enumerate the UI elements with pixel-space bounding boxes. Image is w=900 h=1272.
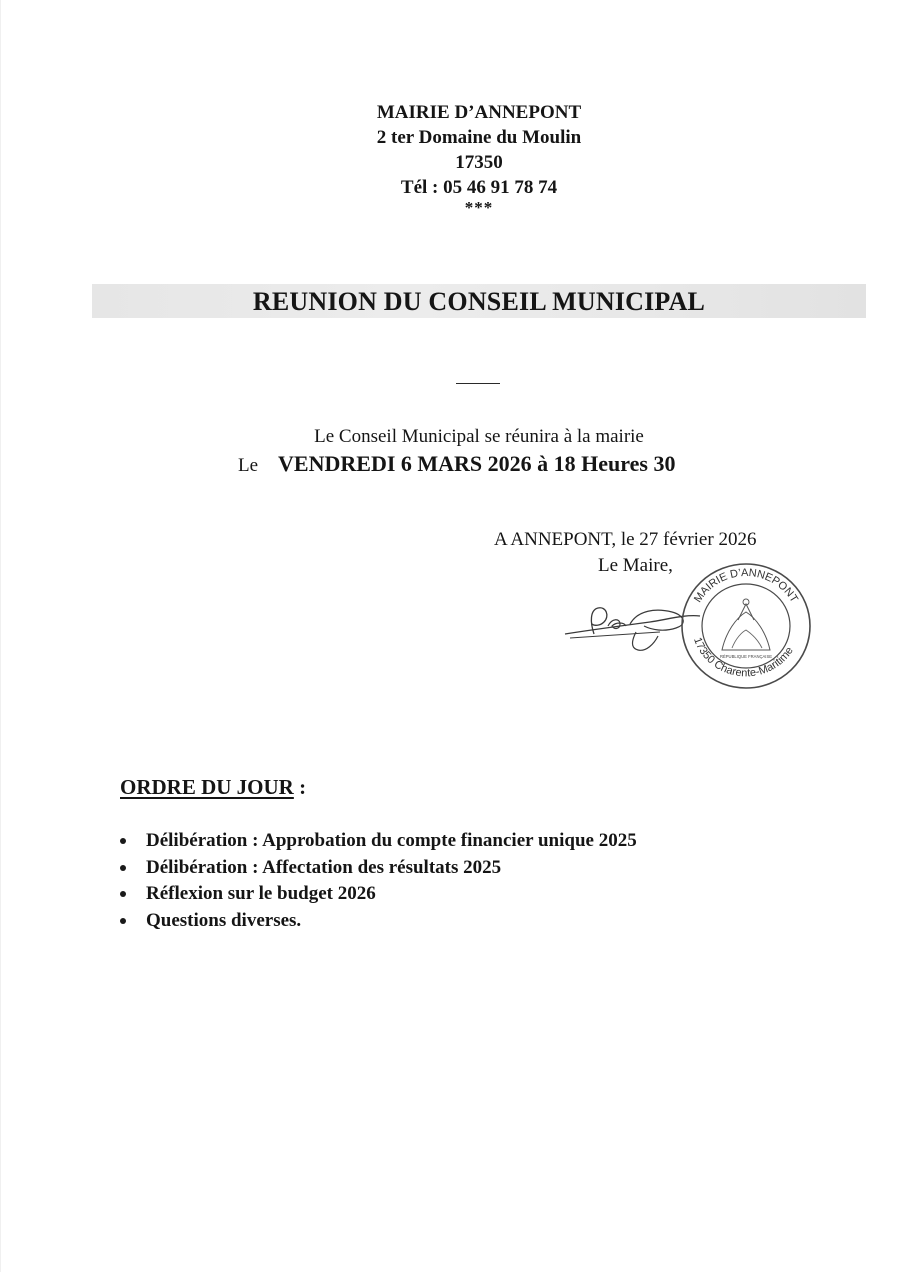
town-hall-seal	[676, 558, 816, 693]
agenda-item	[118, 881, 637, 908]
agenda-item-text: Questions diverses.	[146, 909, 302, 931]
postal-code: 17350	[455, 152, 503, 173]
agenda-list	[118, 828, 637, 934]
phone-number: Tél : 05 46 91 78 74	[400, 177, 558, 198]
svg-text:17350 Charente-Maritime: 17350 Charente-Maritime	[691, 635, 796, 680]
organization-name: MAIRIE D’ANNEPONT	[376, 102, 582, 123]
divider-rule	[456, 383, 500, 384]
bullet-icon	[120, 891, 126, 897]
bullet-icon	[120, 918, 126, 924]
header-separator: ***	[464, 198, 494, 217]
agenda-heading-label: ORDRE DU JOUR	[120, 775, 294, 799]
bullet-icon	[120, 865, 126, 871]
signer-title: Le Maire,	[598, 555, 673, 576]
address-line: 2 ter Domaine du Moulin	[376, 127, 582, 148]
date-prefix: Le	[238, 455, 259, 476]
agenda-item-text: Réflexion sur le budget 2026	[146, 883, 376, 904]
agenda-heading	[120, 775, 306, 800]
agenda-item-text: Délibération : Approbation du compte financier unique 2025	[146, 830, 637, 851]
svg-text:RÉPUBLIQUE FRANÇAISE: RÉPUBLIQUE FRANÇAISE	[719, 654, 773, 659]
letterhead	[0, 100, 900, 216]
meeting-date: VENDREDI 6 MARS 2026 à 18 Heures 30	[278, 451, 676, 476]
place-and-date: A ANNEPONT, le 27 février 2026	[494, 529, 757, 550]
agenda-heading-colon: :	[293, 775, 307, 799]
agenda-item	[118, 855, 637, 882]
meeting-date-line	[238, 451, 675, 477]
svg-text:MAIRIE D’ANNEPONT: MAIRIE D’ANNEPONT	[692, 566, 801, 605]
agenda-item-text: Délibération : Affectation des résultats 2025	[146, 856, 502, 878]
agenda-item	[118, 828, 637, 855]
document-title: REUNION DU CONSEIL MUNICIPAL	[252, 287, 706, 316]
bullet-icon	[120, 838, 126, 844]
convocation-text: Le Conseil Municipal se réunira à la mairie	[314, 426, 644, 447]
agenda-item	[118, 908, 637, 935]
